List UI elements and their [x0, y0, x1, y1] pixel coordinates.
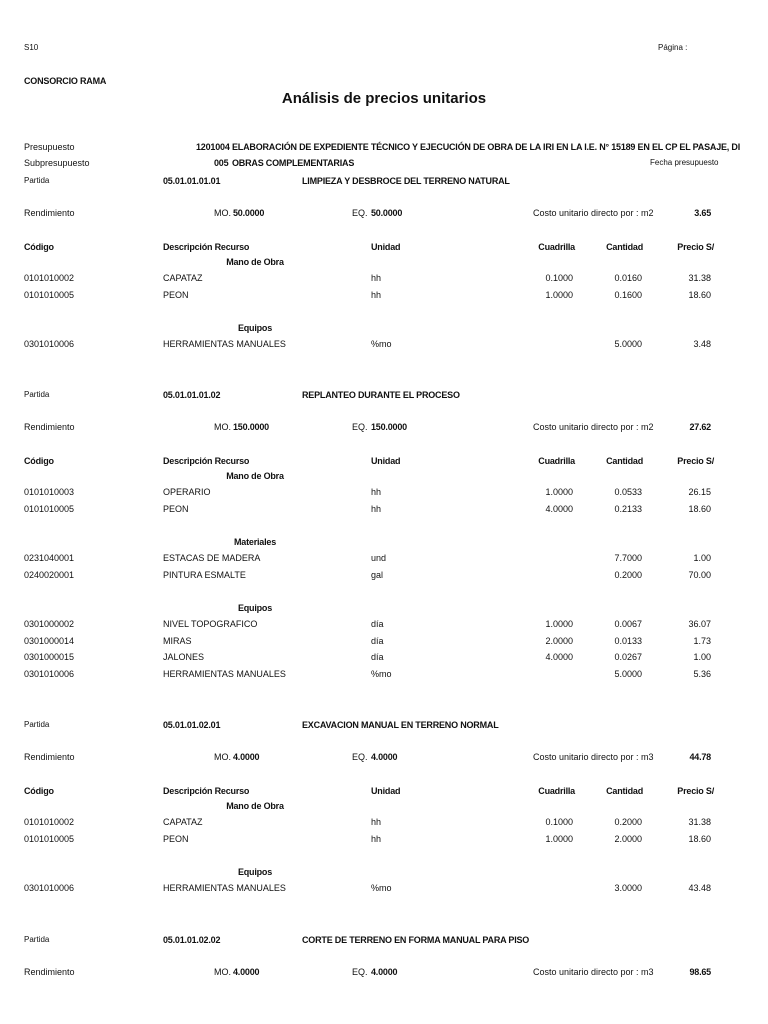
- column-header-unidad: Unidad: [371, 786, 401, 796]
- column-header-cantidad: Cantidad: [606, 242, 643, 252]
- partida-description: REPLANTEO DURANTE EL PROCESO: [302, 390, 460, 400]
- mo-value: 150.0000: [233, 422, 269, 432]
- column-header-descripcion: Descripción Recurso: [163, 786, 250, 796]
- resource-description: CAPATAZ: [163, 817, 203, 827]
- eq-value: 50.0000: [371, 208, 403, 218]
- group-heading: Equipos: [237, 323, 273, 333]
- mo-value: 50.0000: [233, 208, 265, 218]
- partida-label: Partida: [24, 176, 50, 185]
- resource-precio: 1.73: [693, 635, 711, 646]
- resource-unit: %mo: [371, 668, 392, 679]
- mo-label: MO.: [214, 422, 231, 432]
- costo-unitario-value: 3.65: [694, 208, 711, 218]
- resource-description: HERRAMIENTAS MANUALES: [163, 668, 286, 679]
- column-header-cantidad: Cantidad: [606, 786, 643, 796]
- resource-code: 0101010005: [24, 503, 75, 514]
- resource-unit: hh: [371, 833, 382, 844]
- rendimiento-label: Rendimiento: [24, 208, 75, 218]
- resource-unit: %mo: [371, 339, 392, 349]
- resource-code: 0101010005: [24, 289, 75, 300]
- column-header-codigo: Código: [24, 786, 54, 796]
- costo-unitario-value: 27.62: [689, 422, 711, 432]
- partida-description: EXCAVACION MANUAL EN TERRENO NORMAL: [302, 720, 499, 730]
- page-title: Análisis de precios unitarios: [281, 90, 487, 107]
- resource-unit: hh: [371, 503, 382, 514]
- subpresupuesto-label: Subpresupuesto: [24, 158, 90, 168]
- resource-description: PEON: [163, 289, 189, 300]
- resource-code: 0101010003: [24, 487, 75, 497]
- resource-precio: 18.60: [688, 833, 711, 844]
- rendimiento-label: Rendimiento: [24, 752, 75, 762]
- rendimiento-label: Rendimiento: [24, 422, 75, 432]
- subpresupuesto-code: 005: [214, 158, 229, 168]
- partida-code: 05.01.01.01.01: [163, 176, 221, 186]
- resource-cuadrilla: 2.0000: [545, 635, 573, 646]
- resource-cantidad: 0.0533: [614, 487, 642, 497]
- column-header-codigo: Código: [24, 242, 54, 252]
- resource-description: PINTURA ESMALTE: [163, 569, 246, 580]
- group-heading: Mano de Obra: [226, 801, 284, 811]
- mo-label: MO.: [214, 208, 231, 218]
- resource-cuadrilla: 4.0000: [545, 503, 573, 514]
- resource-description: ESTACAS DE MADERA: [163, 553, 261, 563]
- resource-cantidad: 2.0000: [614, 833, 642, 844]
- rendimiento-label: Rendimiento: [24, 967, 75, 977]
- resource-precio: 18.60: [688, 289, 711, 300]
- mo-value: 4.0000: [233, 967, 260, 977]
- resource-cantidad: 0.1600: [614, 289, 642, 300]
- resource-unit: gal: [371, 569, 384, 580]
- group-heading: Equipos: [237, 603, 273, 613]
- column-header-codigo: Código: [24, 456, 54, 466]
- resource-cantidad: 5.0000: [614, 668, 642, 679]
- resource-description: HERRAMIENTAS MANUALES: [163, 883, 286, 893]
- column-header-cantidad: Cantidad: [606, 456, 643, 466]
- resource-precio: 31.38: [688, 817, 711, 827]
- resource-precio: 31.38: [688, 273, 711, 283]
- costo-unitario-label: Costo unitario directo por : m3: [533, 967, 654, 977]
- resource-cuadrilla: 4.0000: [545, 652, 573, 662]
- group-heading: Mano de Obra: [226, 471, 284, 481]
- group-heading: Equipos: [237, 867, 273, 877]
- resource-cuadrilla: 1.0000: [545, 833, 573, 844]
- mo-label: MO.: [214, 752, 231, 762]
- resource-unit: hh: [371, 817, 382, 827]
- subpresupuesto-description: OBRAS COMPLEMENTARIAS: [232, 158, 355, 168]
- resource-cuadrilla: 1.0000: [545, 619, 573, 629]
- resource-code: 0301010006: [24, 668, 75, 679]
- resource-code: 0101010002: [24, 817, 75, 827]
- resource-unit: %mo: [371, 883, 392, 893]
- resource-code: 0101010002: [24, 273, 75, 283]
- resource-unit: día: [371, 652, 384, 662]
- resource-description: PEON: [163, 833, 189, 844]
- presupuesto-label: Presupuesto: [24, 142, 75, 152]
- resource-precio: 36.07: [688, 619, 711, 629]
- partida-label: Partida: [24, 935, 50, 944]
- eq-value: 4.0000: [371, 752, 398, 762]
- resource-code: 0101010005: [24, 833, 75, 844]
- resource-cantidad: 5.0000: [614, 339, 642, 349]
- resource-unit: und: [371, 553, 387, 563]
- column-header-unidad: Unidad: [371, 456, 401, 466]
- column-header-descripcion: Descripción Recurso: [163, 456, 250, 466]
- costo-unitario-label: Costo unitario directo por : m2: [533, 422, 654, 432]
- eq-value: 4.0000: [371, 967, 398, 977]
- resource-unit: día: [371, 635, 384, 646]
- resource-precio: 5.36: [693, 668, 711, 679]
- eq-label: EQ.: [352, 967, 368, 977]
- resource-unit: día: [371, 619, 384, 629]
- resource-unit: hh: [371, 289, 382, 300]
- partida-label: Partida: [24, 720, 50, 729]
- partida-code: 05.01.01.02.01: [163, 720, 221, 730]
- column-header-descripcion: Descripción Recurso: [163, 242, 250, 252]
- resource-cuadrilla: 0.1000: [545, 817, 573, 827]
- resource-cantidad: 0.2000: [614, 569, 642, 580]
- resource-cuadrilla: 1.0000: [545, 289, 573, 300]
- costo-unitario-value: 44.78: [689, 752, 711, 762]
- column-header-cuadrilla: Cuadrilla: [538, 786, 575, 796]
- resource-description: JALONES: [163, 652, 205, 662]
- presupuesto-description: ELABORACIÓN DE EXPEDIENTE TÉCNICO Y EJECUCIÓN DE OBRA DE LA IRI EN LA I.E. N° 15189 EN EL CP EL PASAJE, DI: [232, 142, 741, 152]
- resource-code: 0301000015: [24, 652, 75, 662]
- resource-precio: 3.48: [693, 339, 711, 349]
- costo-unitario-label: Costo unitario directo por : m3: [533, 752, 654, 762]
- resource-precio: 43.48: [688, 883, 711, 893]
- resource-cantidad: 0.0160: [614, 273, 642, 283]
- resource-description: MIRAS: [163, 635, 192, 646]
- mo-value: 4.0000: [233, 752, 260, 762]
- column-header-precio: Precio S/: [677, 242, 714, 252]
- eq-label: EQ.: [352, 752, 368, 762]
- eq-value: 150.0000: [371, 422, 407, 432]
- resource-code: 0301000002: [24, 619, 75, 629]
- resource-cantidad: 3.0000: [614, 883, 642, 893]
- resource-precio: 26.15: [688, 487, 711, 497]
- resource-description: OPERARIO: [163, 487, 211, 497]
- group-heading: Materiales: [233, 537, 277, 547]
- resource-code: 0301000014: [24, 635, 75, 646]
- resource-cuadrilla: 1.0000: [545, 487, 573, 497]
- resource-precio: 1.00: [693, 553, 711, 563]
- resource-description: NIVEL TOPOGRAFICO: [163, 619, 258, 629]
- resource-description: HERRAMIENTAS MANUALES: [163, 339, 286, 349]
- resource-precio: 18.60: [688, 503, 711, 514]
- resource-description: PEON: [163, 503, 189, 514]
- column-header-cuadrilla: Cuadrilla: [538, 456, 575, 466]
- group-heading: Mano de Obra: [226, 257, 284, 267]
- resource-cantidad: 7.7000: [614, 553, 642, 563]
- eq-label: EQ.: [352, 208, 368, 218]
- resource-cantidad: 0.0267: [614, 652, 642, 662]
- resource-cuadrilla: 0.1000: [545, 273, 573, 283]
- page-label: Página :: [658, 43, 688, 52]
- resource-cantidad: 0.2133: [614, 503, 642, 514]
- column-header-precio: Precio S/: [677, 786, 714, 796]
- column-header-unidad: Unidad: [371, 242, 401, 252]
- partida-label: Partida: [24, 390, 50, 399]
- column-header-cuadrilla: Cuadrilla: [538, 242, 575, 252]
- resource-unit: hh: [371, 487, 382, 497]
- resource-cantidad: 0.0133: [614, 635, 642, 646]
- resource-code: 0240020001: [24, 569, 75, 580]
- costo-unitario-label: Costo unitario directo por : m2: [533, 208, 654, 218]
- presupuesto-code: 1201004: [196, 142, 230, 152]
- resource-code: 0301010006: [24, 883, 75, 893]
- resource-cantidad: 0.2000: [614, 817, 642, 827]
- resource-precio: 1.00: [693, 652, 711, 662]
- eq-label: EQ.: [352, 422, 368, 432]
- resource-precio: 70.00: [688, 569, 711, 580]
- program-code: S10: [24, 43, 39, 52]
- costo-unitario-value: 98.65: [689, 967, 711, 977]
- partida-code: 05.01.01.02.02: [163, 935, 221, 945]
- fecha-presupuesto-label: Fecha presupuesto: [650, 158, 719, 167]
- mo-label: MO.: [214, 967, 231, 977]
- company-name: CONSORCIO RAMA: [24, 76, 107, 86]
- resource-description: CAPATAZ: [163, 273, 203, 283]
- partida-description: CORTE DE TERRENO EN FORMA MANUAL PARA PISO: [302, 935, 530, 945]
- partida-code: 05.01.01.01.02: [163, 390, 221, 400]
- resource-cantidad: 0.0067: [614, 619, 642, 629]
- resource-code: 0301010006: [24, 339, 75, 349]
- partida-description: LIMPIEZA Y DESBROCE DEL TERRENO NATURAL: [302, 176, 510, 186]
- resource-code: 0231040001: [24, 553, 75, 563]
- resource-unit: hh: [371, 273, 382, 283]
- column-header-precio: Precio S/: [677, 456, 714, 466]
